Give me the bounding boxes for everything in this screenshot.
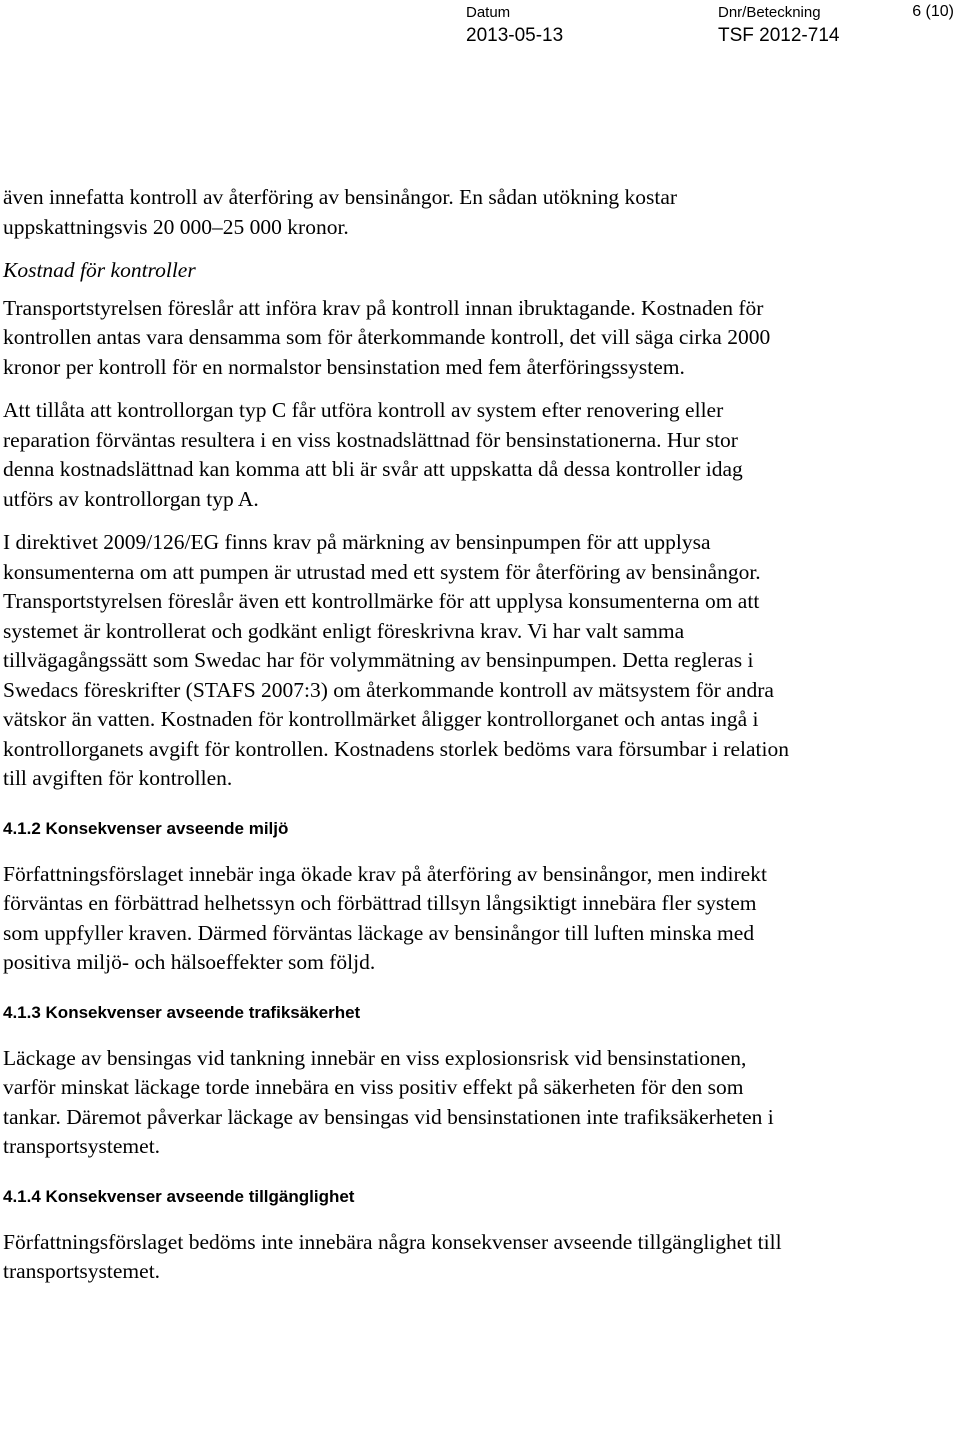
paragraph-miljo: Författningsförslaget innebär inga ökade krav på återföring av bensinångor, men indirekt förväntas en förbättrad helhetssyn och förbättrad tillsyn långsiktigt innebära fler system som uppfyller kraven. Därmed förväntas läckage av bensinångor till luften minska med positiva miljö- och hälsoeffekter som följd. <box>3 861 767 974</box>
section-heading-trafiksakerhet: 4.1.3 Konsekvenser avseende trafiksäkerhet <box>3 1002 361 1022</box>
paragraph-kontroll-innan-ibruktagande: Transportstyrelsen föreslår att införa krav på kontroll innan ibruktagande. Kostnaden för kontrollen antas vara densamma som för återkommande kontroll, det vill säga cirka 2000 kronor per kontroll för en normalstor bensinstation med fem återföringssystem. <box>3 295 771 379</box>
reference-label: Dnr/Beteckning <box>718 4 821 21</box>
section-heading-tillganglighet: 4.1.4 Konsekvenser avseende tillgänglighet <box>3 1186 355 1206</box>
page-header <box>0 0 960 60</box>
date-value: 2013-05-13 <box>466 25 564 46</box>
date-label: Datum <box>466 4 511 21</box>
paragraph-trafiksakerhet: Läckage av bensingas vid tankning innebär en viss explosionsrisk vid bensinstationen, varför minskat läckage torde innebära en viss positiv effekt på säkerheten för den som tankar. Däremot påverkar läckage av bensingas vid bensinstationen inte trafiksäkerheten i transportsystemet. <box>3 1045 774 1158</box>
reference-value: TSF 2012-714 <box>718 25 840 46</box>
paragraph-markning: I direktivet 2009/126/EG finns krav på märkning av bensinpumpen för att upplysa konsumenterna om att pumpen är utrustad med ett system för återföring av bensinångor. Transportstyrelsen föreslår även ett kontrollmärke för att upplysa konsumenterna om att systemet är kontrollerat och godkänt enligt föreskrivna krav. Vi har valt samma tillvägagångssätt som Swedac har för volymmätning av bensinpumpen. Detta regleras i Swedacs föreskrifter (STAFS 2007:3) om återkommande kontroll av mätsystem för andra vätskor än vatten. Kostnaden för kontrollmärket åligger kontrollorganet och antas ingå i kontrollorganets avgift för kontrollen. Kostnadens storlek bedöms vara försumbar i relation till avgiften för kontrollen. <box>3 530 789 790</box>
subheading-kostnad: Kostnad för kontroller <box>3 258 196 282</box>
page-number: 6 (10) <box>912 3 954 20</box>
paragraph-continuation: även innefatta kontroll av återföring av bensinångor. En sådan utökning kostar uppskattningsvis 20 000–25 000 kronor. <box>3 185 678 239</box>
section-heading-miljo: 4.1.2 Konsekvenser avseende miljö <box>3 818 289 838</box>
document-body <box>3 183 793 1301</box>
paragraph-kontrollorgan-typ-c: Att tillåta att kontrollorgan typ C får utföra kontroll av system efter renovering eller reparation förväntas resultera i en viss kostnadslättnad för bensinstationerna. Hur stor denna kostnadslättnad kan komma att bli är svår att uppskatta då dessa kontroller idag utförs av kontrollorgan typ A. <box>3 398 743 511</box>
paragraph-tillganglighet: Författningsförslaget bedöms inte innebära några konsekvenser avseende tillgänglighet till transportsystemet. <box>3 1229 782 1283</box>
